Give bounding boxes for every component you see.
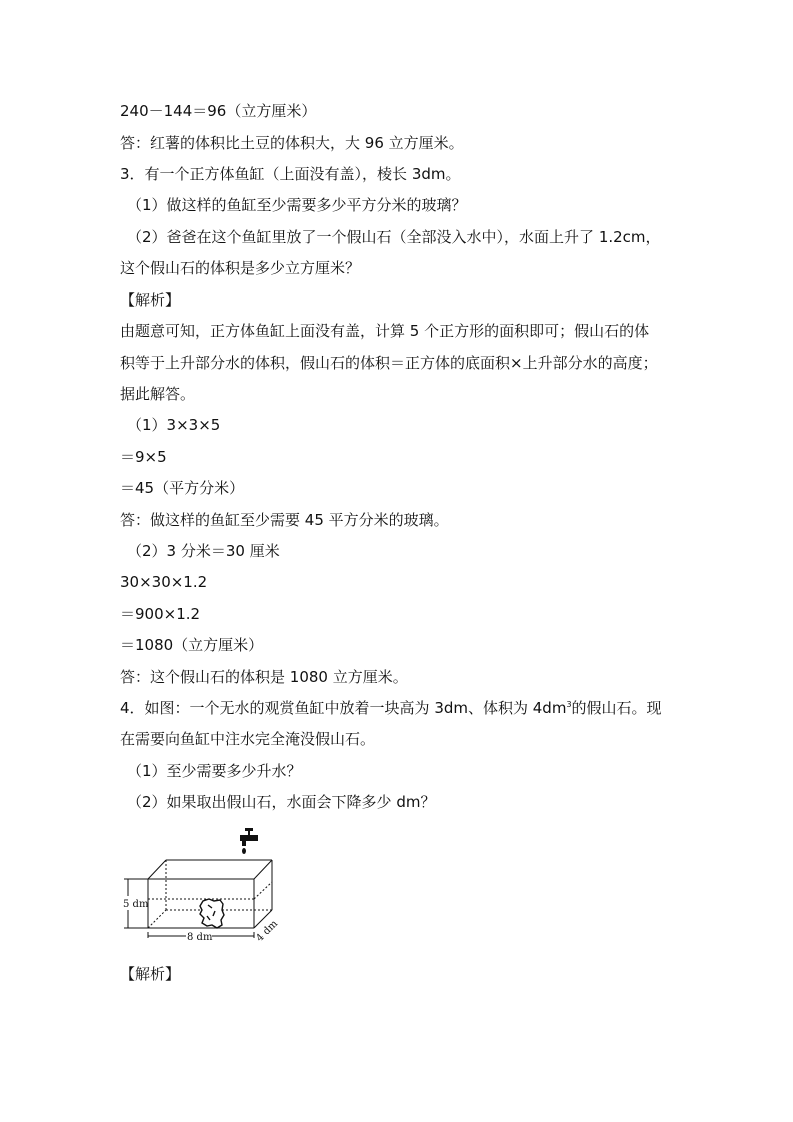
rock-icon xyxy=(200,899,224,928)
question-3-part-2-cont: 这个假山石的体积是多少立方厘米？ xyxy=(120,259,361,277)
question-3-part-2: （2）爸爸在这个鱼缸里放了一个假山石（全部没入水中），水面上升了 1.2cm， xyxy=(127,228,661,246)
faucet-icon xyxy=(240,828,258,854)
question-4-line-2: 在需要向鱼缸中注水完全淹没假山石。 xyxy=(120,730,376,748)
analysis-text: 积等于上升部分水的体积，假山石的体积＝正方体的底面积×上升部分水的高度； xyxy=(120,354,658,372)
answer-line: 答：做这样的鱼缸至少需要 45 平方分米的玻璃。 xyxy=(120,511,449,529)
analysis-heading: 【解析】 xyxy=(120,965,181,983)
height-label: 5 dm xyxy=(123,899,149,910)
calc-line: （1）3×3×5 xyxy=(127,416,221,434)
calc-line: ＝9×5 xyxy=(120,448,167,466)
question-4-title xyxy=(120,698,662,718)
superscript: 3 xyxy=(566,700,572,709)
question-3-part-1: （1）做这样的鱼缸至少需要多少平方分米的玻璃？ xyxy=(127,196,467,214)
question-4-text-cont: 的假山石。现 xyxy=(571,699,662,717)
calc-line: ＝900×1.2 xyxy=(120,605,201,623)
length-label: 8 dm xyxy=(187,932,213,943)
question-4-text: 4．如图：一个无水的观赏鱼缸中放着一块高为 3dm、体积为 4dm xyxy=(120,699,567,717)
answer-line: 答：这个假山石的体积是 1080 立方厘米。 xyxy=(120,668,408,686)
answer-line: 答：红薯的体积比土豆的体积大，大 96 立方厘米。 xyxy=(120,134,464,152)
analysis-text: 由题意可知，正方体鱼缸上面没有盖，计算 5 个正方形的面积即可；假山石的体 xyxy=(120,322,650,340)
question-4-part-1: （1）至少需要多少升水？ xyxy=(127,762,302,780)
question-4-part-2: （2）如果取出假山石，水面会下降多少 dm？ xyxy=(127,793,436,811)
text-line: 240－144＝96（立方厘米） xyxy=(120,102,317,120)
width-label: 4 dm xyxy=(254,918,281,945)
analysis-heading: 【解析】 xyxy=(120,291,181,309)
calc-line: ＝1080（立方厘米） xyxy=(120,636,264,654)
fish-tank-figure xyxy=(122,826,282,948)
analysis-text: 据此解答。 xyxy=(120,385,196,403)
question-3-title: 3．有一个正方体鱼缸（上面没有盖），棱长 3dm。 xyxy=(120,165,461,183)
calc-line: 30×30×1.2 xyxy=(120,573,208,591)
calc-line: ＝45（平方分米） xyxy=(120,479,245,497)
calc-line: （2）3 分米＝30 厘米 xyxy=(127,542,280,560)
